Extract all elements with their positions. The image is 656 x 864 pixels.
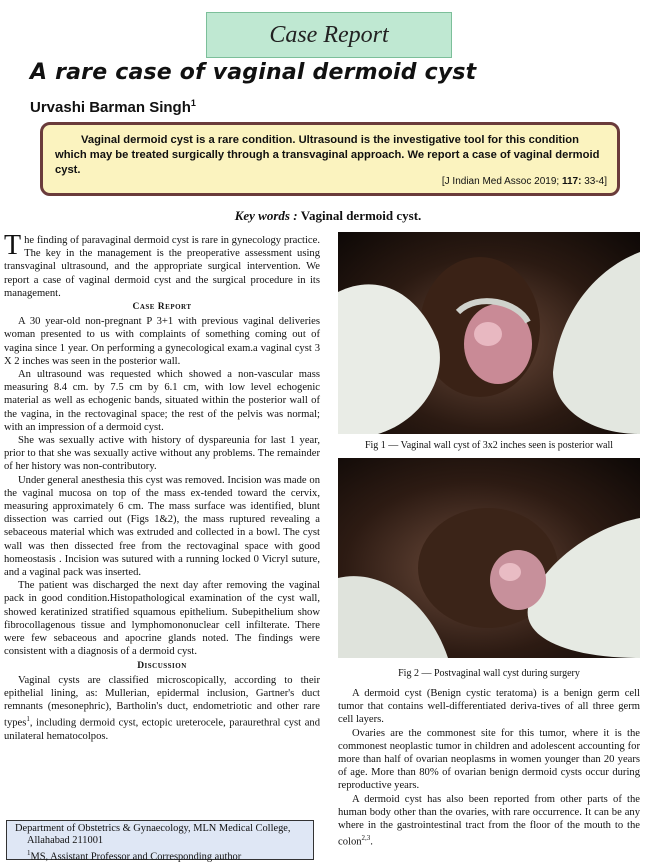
- case-paragraph: An ultrasound was requested which showed a non-vascular mass measuring 8.4 cm. by 7.5 cm by 6.1 cm, with low level echogenic material as well as echogenic bands, situated within the posterior wall of the vagina, in the rectovaginal space; the rest of the pelvis was normal; with an impression of a dermoid cyst.: [4, 369, 320, 433]
- body-paragraph: A dermoid cyst (Benign cystic teratoma) is a benign germ cell tumor that contains well-differentiated deriva-tives of all three germ cell layers.: [338, 688, 640, 726]
- case-paragraph: Under general anesthesia this cyst was removed. Incision was made on the vaginal mucosa on top of the mass ex-tended toward the cervix, measuring approximately 6 cm. The mass surface was identified, blunt dissection was carried out (Figs 1&2), the mass ruptured revealing a sebaceous material which was extruded and collected in a bowl. The cyst wall was then dissected free from the rectovaginal space with good homeostasis . Incision was sutured with a running locked 0 Vicryl suture, and a vaginal pack was inserted.: [4, 474, 320, 579]
- discussion-heading: Discussion: [137, 660, 187, 671]
- keywords-label: Key words :: [234, 208, 298, 223]
- keywords-value: Vaginal dermoid cyst.: [300, 208, 422, 223]
- body-paragraph: A dermoid cyst has also been reported from other parts of the human body other than the ovaries, with rare occurrence. It can be any where in the gastrointestinal tract from the floor of the mouth to the colon$^{2,3}$.: [338, 793, 640, 848]
- affiliation-line: Department of Obstetrics & Gynaecology, MLN Medical College,: [15, 823, 291, 834]
- figure-2-illustration: [338, 458, 640, 658]
- article-title: A rare case of vaginal dermoid cyst: [30, 60, 477, 85]
- author-name: Urvashi Barman Singh: [30, 99, 191, 116]
- abstract-text: Vaginal dermoid cyst is a rare condition. Ultrasound is the investigative tool for this condition which may be treated surgically through a transvaginal approach. We report a case of vaginal dermoid cyst.: [55, 134, 600, 176]
- intro-paragraph: The finding of paravaginal dermoid cyst is rare in gynecology practice. The key in the management is the preoperative assessment using transvaginal ultrasound, and the appropriate surgical intervention. We report a case of vaginal dermoid cyst and the surgical procedure in its management.: [4, 230, 320, 299]
- affiliation-line: Allahabad 211001: [27, 835, 104, 846]
- body-paragraph: Ovaries are the commonest site for this tumor, where it is the commonest neoplastic tumor in children and adolescent accounting for more than half of ovarian neoplasms in women younger than 20 years of age. More than 80% of ovarian benign dermoid cysts occur during reproductive years.: [338, 727, 640, 792]
- affiliation-box: [6, 820, 314, 863]
- keywords: [0, 208, 656, 224]
- figure-2-photo: [338, 458, 640, 658]
- left-column: [4, 230, 320, 743]
- drop-cap: T: [4, 230, 22, 261]
- case-paragraph: The patient was discharged the next day after removing the vaginal pack in good condition.Histopathological examination of the cyst wall, showed keratinized stratified squamous epithelium. Subepithelium show fibrocollagenous tissue and lymphomononuclear cell infilterate. There were few sebaceous and apocrine glands noted. The findings were consistent with a diagnosis of a dermoid cyst.: [4, 580, 320, 658]
- figure-1-caption: Fig 1 — Vaginal wall cyst of 3x2 inches seen is posterior wall: [364, 440, 614, 451]
- discussion-paragraph: Vaginal cysts are classified microscopically, according to their epithelial lining, as: Mullerian, epidermal inclusion, Gartner's duct remnants (mesonephric), Bartholin's duct, endometriotic and other rare types$^1$, including dermoid cyst, ectopic ureterocele, paraurethral cyst and unilateral hematocolpos.: [4, 674, 320, 743]
- abstract-box: [40, 122, 620, 196]
- author: [30, 98, 196, 116]
- affiliation-note: $^1$MS, Assistant Professor and Corresponding author: [27, 849, 242, 863]
- citation: [J Indian Med Assoc 2019; 117: 33-4]: [441, 176, 607, 187]
- figure-1-photo: [338, 232, 640, 434]
- author-affil-marker: 1: [190, 98, 196, 108]
- figure-1-illustration: [338, 232, 640, 434]
- section-banner: Case Report: [206, 12, 452, 58]
- case-paragraph: A 30 year-old non-pregnant P 3+1 with previous vaginal deliveries woman presented to us with complaints of something coming out of vagina since 1 year. On performing a gynecological exam.a vaginal cyst 3 X 2 inches was seen in the posterior wall.: [4, 316, 320, 367]
- figure-2-caption: Fig 2 — Postvaginal wall cyst during surgery: [398, 668, 580, 679]
- right-column: [338, 687, 640, 849]
- case-report-heading: Case Report: [132, 302, 192, 313]
- case-paragraph: She was sexually active with history of dyspareunia for last 1 year, prior to that she was sexually active without any problems. The remainder of her history was non-contributory.: [4, 435, 320, 473]
